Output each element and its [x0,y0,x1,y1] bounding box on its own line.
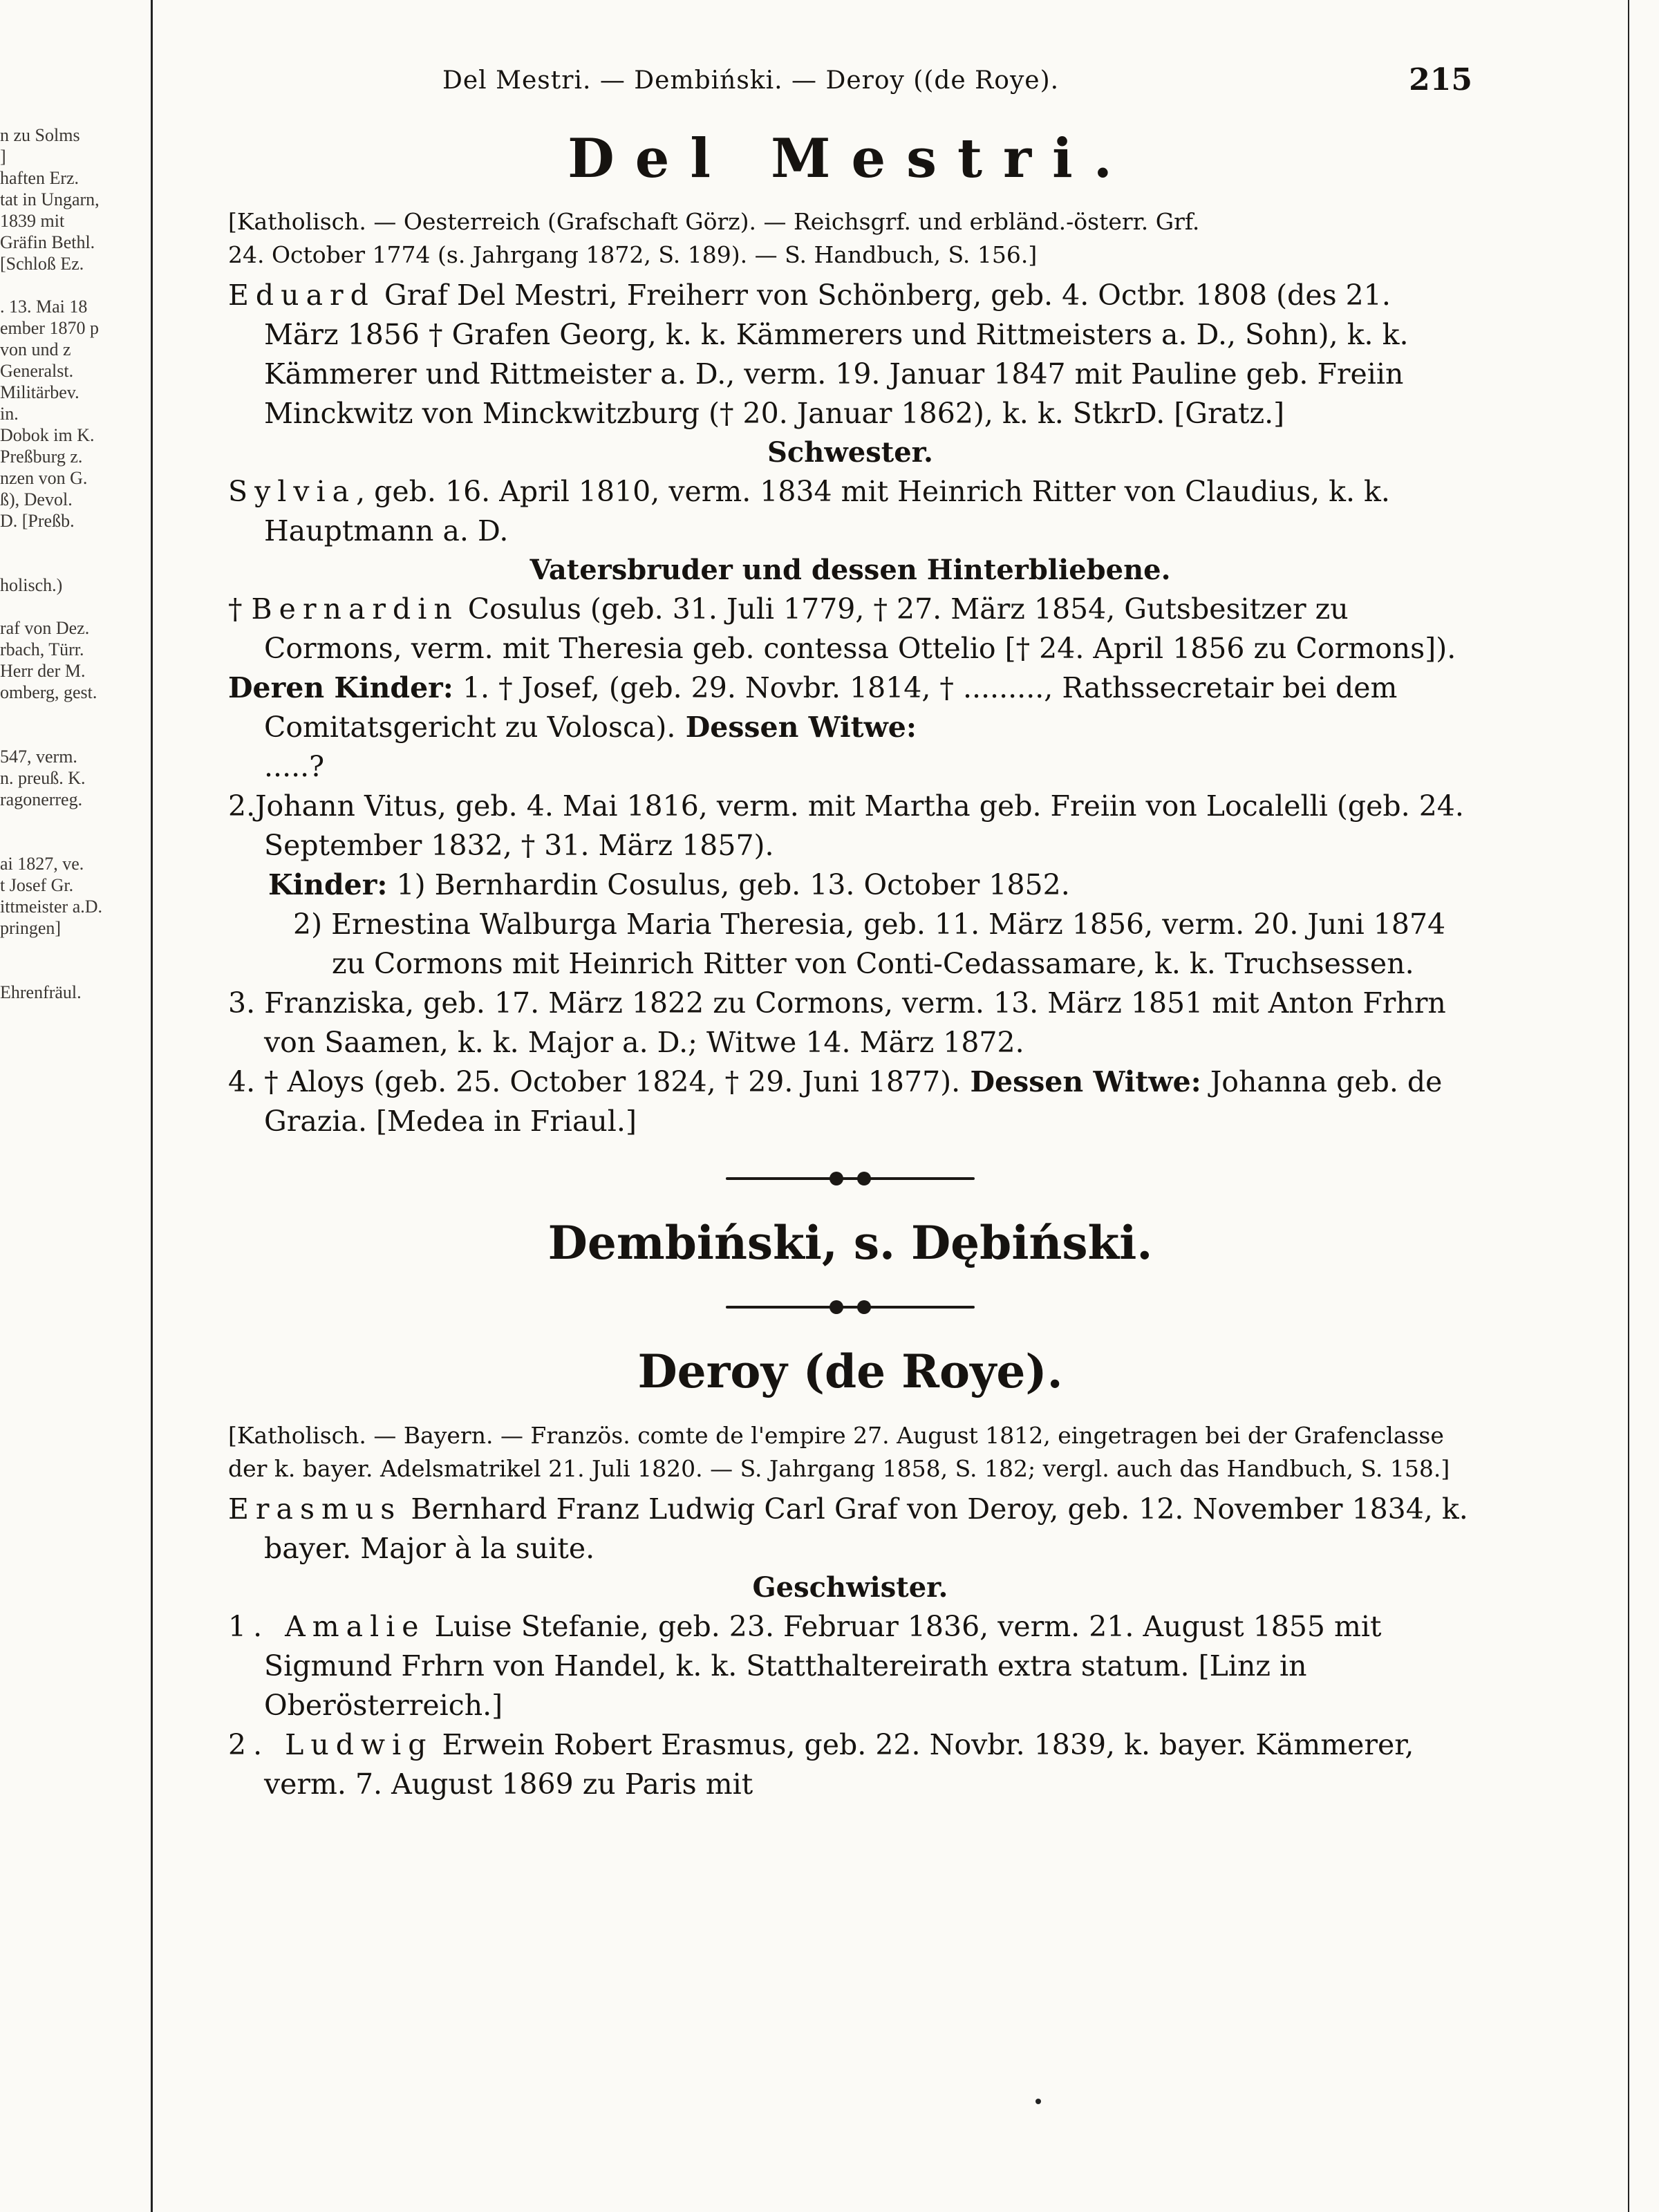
gutter-line: Generalst. [0,361,74,381]
person-name: Eduard [228,279,375,312]
child-entry: 2.Johann Vitus, geb. 4. Mai 1816, verm. mit Martha geb. Freiin von Localelli (geb. 24. September 1832, † 31. März 1857). [228,789,1464,862]
print-speck [1035,2099,1041,2104]
subsection-heading: Geschwister. [752,1571,948,1604]
section-heading: Del Mestri. [568,127,1133,190]
gutter-line: Gräfin Bethl. [0,232,95,252]
gutter-line: n. preuß. K. [0,768,86,788]
right-page-edge [1628,0,1629,2212]
gutter-line [0,939,138,960]
section-del-mestri [228,127,1472,1141]
person-name: 1. Amalie [228,1610,426,1643]
gutter-line: . 13. Mai 18 [0,297,88,317]
head-of-house-entry: Eduard Graf Del Mestri, Freiherr von Schönberg, geb. 4. Octbr. 1808 (des 21. März 1856 † Grafen Georg, k. k. Kämmerers und Rittmeisters a. D., Sohn), k. k. Kämmerer und Rittmeister a. D., verm. 19. Januar 1847 mit Pauline geb. Freiin Minckwitz von Minckwitzburg († 20. Januar 1862), k. k. StkrD. [Gratz.] [228,279,1409,430]
child-entry: 3. Franziska, geb. 17. März 1822 zu Cormons, verm. 13. März 1851 mit Anton Frhrn von Saamen, k. k. Major a. D.; Witwe 14. März 1872. [228,986,1446,1059]
children-entry: Deren Kinder: 1. † Josef, (geb. 29. Novbr. 1814, † ........., Rathssecretair bei dem Comitatsgericht zu Volosca). Dessen Witwe: .....? [228,671,1398,783]
grandchild-entry: Kinder: 1) Bernhardin Cosulus, geb. 13. October 1852. [268,868,1070,901]
section-dembinski [228,1216,1472,1270]
running-head-title: Del Mestri. — Dembiński. — Deroy ((de Roye). [442,66,1060,95]
page-body [228,55,1472,1804]
lineage-note: [Katholisch. — Bayern. — Französ. comte de l'empire 27. August 1812, eingetragen bei der Grafenclasse der k. bayer. Adelsmatrikel 21. Juli 1820. — S. Jahrgang 1858, S. 182; vergl. auch das Handbuch, S. 158.] [228,1422,1450,1482]
gutter-line: holisch.) [0,575,63,595]
gutter-line: omberg, gest. [0,682,97,702]
section-heading: Dembiński, s. Dębiński. [547,1216,1153,1270]
gutter-line: 1839 mit [0,211,65,231]
person-name: 2. Ludwig [228,1728,433,1761]
gutter-line: von und z [0,339,71,359]
subsection-heading: Vatersbruder und dessen Hinterbliebene. [529,554,1171,586]
gutter-line: tat in Ungarn, [0,189,100,209]
gutter-line: ] [0,147,6,167]
grandchild-entry: 2) Ernestina Walburga Maria Theresia, geb. 11. März 1856, verm. 20. Juni 1874 zu Cormons mit Heinrich Ritter von Conti-Cedassamare, k. k. Truchsessen. [293,908,1446,980]
gutter-line: haften Erz. [0,168,79,188]
ornamental-separator [726,1170,975,1187]
child-entry: 4. † Aloys (geb. 25. October 1824, † 29. Juni 1877). Dessen Witwe: Johanna geb. de Grazia. [Medea in Friaul.] [228,1065,1443,1138]
gutter-line: 547, verm. [0,747,77,767]
page-number: 215 [1409,62,1472,97]
person-name: Sylvia [228,475,357,508]
sibling-entry: 2. Ludwig Erwein Robert Erasmus, geb. 22. Novbr. 1839, k. bayer. Kämmerer, verm. 7. August 1869 zu Paris mit [228,1728,1414,1801]
gutter-line: [Schloß Ez. [0,254,84,274]
gutter-line: ember 1870 p [0,318,99,338]
running-head [228,55,1472,104]
gutter-line: Herr der M. [0,661,86,681]
gutter-line: nzen von G. [0,468,88,488]
gutter-line: Preßburg z. [0,447,83,467]
head-of-house-entry: Erasmus Bernhard Franz Ludwig Carl Graf von Deroy, geb. 12. November 1834, k. bayer. Major à la suite. [228,1492,1468,1565]
gutter-line: ittmeister a.D. [0,897,103,917]
gutter-line: n zu Solms [0,125,80,145]
gutter-line: Militärbev. [0,382,79,402]
gutter-line: D. [Preßb. [0,511,75,531]
gutter-line [0,553,138,574]
ornamental-separator [726,1299,975,1315]
section-deroy [228,1344,1472,1804]
person-name: Erasmus [228,1492,402,1526]
gutter-line: ai 1827, ve. [0,854,84,874]
person-name: Bernardin [251,592,459,626]
children-label: Deren Kinder: [228,671,453,704]
gutter-line [0,724,138,746]
gutter-line: ß), Devol. [0,489,73,509]
gutter-line [0,810,138,832]
gutter-line [0,832,138,853]
gutter-line [0,532,138,553]
gutter-line: pringen] [0,918,62,938]
lineage-note: [Katholisch. — Oesterreich (Grafschaft Görz). — Reichsgrf. und erbländ.-österr. Grf. 24. October 1774 (s. Jahrgang 1872, S. 189). — S. Handbuch, S. 156.] [228,208,1200,268]
gutter-line [0,274,138,296]
gutter-line: ragonerreg. [0,789,83,809]
gutter-line: raf von Dez. [0,618,90,638]
sister-entry: Sylvia, geb. 16. April 1810, verm. 1834 mit Heinrich Ritter von Claudius, k. k. Hauptmann a. D. [228,475,1390,547]
adjacent-page-fragment [0,124,138,1003]
sibling-entry: 1. Amalie Luise Stefanie, geb. 23. Februar 1836, verm. 21. August 1855 mit Sigmund Frhrn von Handel, k. k. Statthaltereirath extra statum. [Linz in Oberösterreich.] [228,1610,1382,1722]
gutter-line [0,960,138,982]
gutter-line: rbach, Türr. [0,639,84,659]
gutter-line: in. [0,404,19,424]
gutter-line: Ehrenfräul. [0,982,82,1002]
gutter-line [0,703,138,724]
gutter-line: Dobok im K. [0,425,95,445]
left-page-rule [151,0,153,2212]
uncle-entry: † Bernardin Cosulus (geb. 31. Juli 1779, † 27. März 1854, Gutsbesitzer zu Cormons, verm. mit Theresia geb. contessa Ottelio [† 24. April 1856 zu Cormons]). [228,592,1456,665]
section-heading: Deroy (de Roye). [637,1344,1063,1398]
gutter-line [0,596,138,617]
subsection-heading: Schwester. [767,436,933,469]
gutter-line: t Josef Gr. [0,875,74,895]
